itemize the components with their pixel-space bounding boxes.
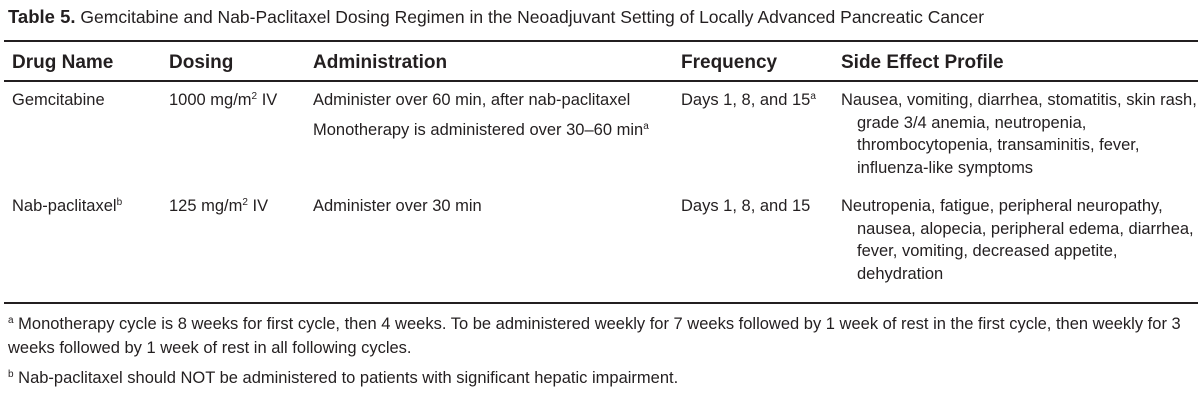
header-drug-name: Drug Name: [12, 52, 114, 73]
row-1-side-effects: Nausea, vomiting, diarrhea, stomatitis, skin rash, grade 3/4 anemia, neutropenia, thrombocytopenia, transaminitis, fever, influenza-like symptoms: [841, 91, 1197, 177]
row-2-dosing: 125 $mg/m^2$ IV: [169, 197, 269, 215]
row-1-administration-line-1: Administer over 60 min, after nab-paclitaxel: [313, 91, 631, 109]
table-label: Table 5.: [8, 6, 76, 27]
table-title: Gemcitabine and Nab-Paclitaxel Dosing Regimen in the Neoadjuvant Setting of Locally Advanced Pancreatic Cancer: [80, 7, 985, 27]
header-rule: [4, 80, 1198, 82]
row-2-side-effects: Neutropenia, fatigue, peripheral neuropathy, nausea, alopecia, peripheral edema, diarrhea, fever, vomiting, decreased appetite, dehydration: [841, 197, 1194, 283]
footnote-b: $^b$ Nab-paclitaxel should NOT be administered to patients with significant hepatic impairment.: [8, 369, 679, 387]
footnote-a: $^a$ Monotherapy cycle is 8 weeks for first cycle, then 4 weeks. To be administered weekly for 7 weeks followed by 1 week of rest in the first cycle, then weekly for 3 weeks followed by 1 week of rest in all following cycles.: [8, 315, 1181, 357]
row-2-administration: Administer over 30 min: [313, 197, 482, 215]
row-1-administration-line-2: Monotherapy is administered over 30–60 $\min^a$: [313, 120, 649, 139]
row-2-drug: Nab-paclitaxel$^b$: [12, 197, 123, 215]
header-side-effect-profile: Side Effect Profile: [841, 52, 1004, 73]
bottom-rule: [4, 302, 1198, 304]
row-1-dosing: 1000 $mg/m^2$ IV: [169, 91, 278, 109]
header-dosing: Dosing: [169, 52, 234, 73]
row-1-drug: Gemcitabine: [12, 91, 105, 109]
row-2-frequency: Days 1, 8, and 15: [681, 197, 811, 215]
table-caption: [8, 6, 1198, 28]
row-1-frequency: Days 1, 8, and 15$^a$: [681, 91, 816, 109]
header-frequency: Frequency: [681, 52, 778, 73]
row-1-administration: [313, 89, 681, 141]
top-rule: [4, 40, 1198, 42]
header-administration: Administration: [313, 52, 448, 73]
